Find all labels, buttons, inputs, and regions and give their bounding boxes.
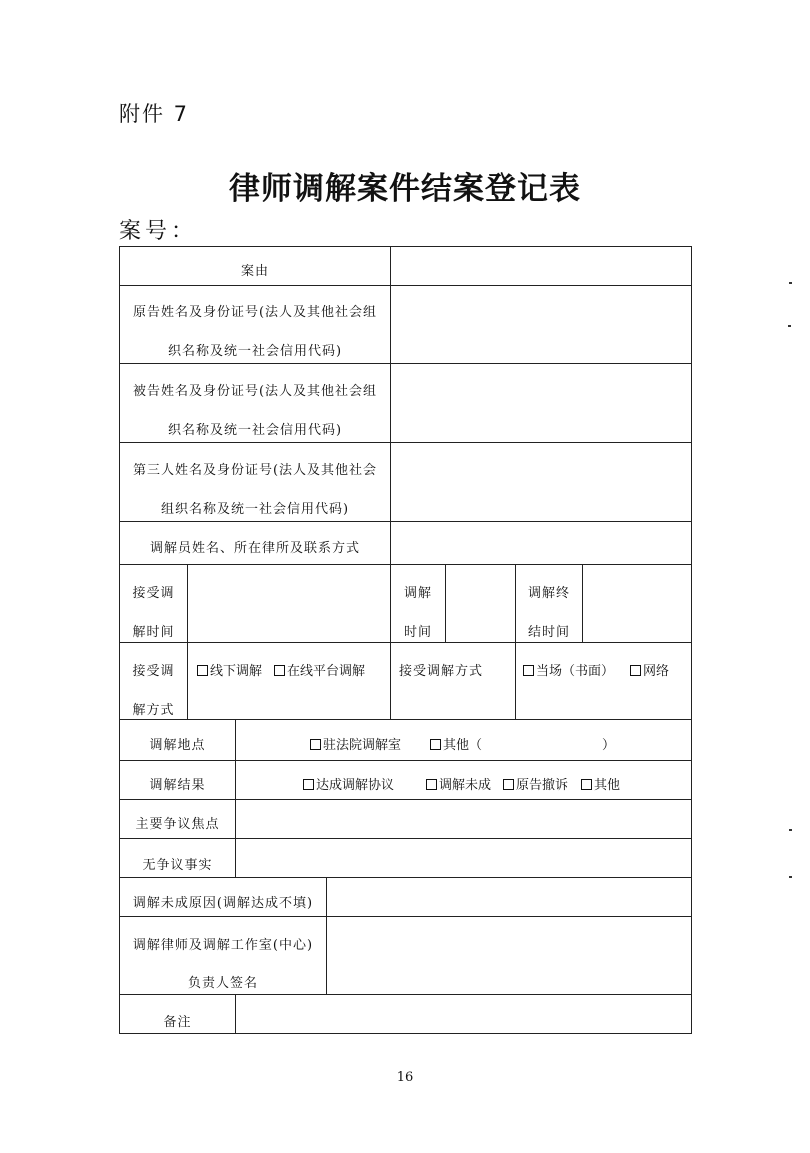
place-label-cell: [119, 719, 236, 761]
remarks-field[interactable]: [235, 994, 692, 1034]
undisputed-field[interactable]: [235, 838, 692, 878]
mode-network-label: 网络: [643, 664, 670, 679]
accept-time-field[interactable]: [187, 564, 391, 643]
result-other-label: 其他: [594, 778, 621, 793]
mode-online-option[interactable]: [274, 660, 365, 679]
result-agree-label: 达成调解协议: [316, 778, 395, 793]
third-party-field[interactable]: [390, 442, 692, 522]
defendant-field[interactable]: [390, 363, 692, 443]
checkbox-icon[interactable]: [426, 779, 437, 790]
accept-mode-label-cell: [119, 642, 188, 720]
result-label: 调解结果: [149, 778, 206, 793]
mediation-time-field[interactable]: [445, 564, 516, 643]
third-party-label-cell: [119, 442, 391, 522]
plaintiff-label-cell: [119, 285, 391, 364]
scan-speck: [789, 876, 792, 878]
accept-time-label-line2: 解时间: [132, 625, 175, 640]
remarks-label: 备注: [163, 1015, 192, 1030]
result-withdraw-label: 原告撤诉: [516, 778, 569, 793]
place-other-option[interactable]: [430, 734, 482, 753]
scan-speck: [789, 829, 792, 831]
dispute-focus-label: 主要争议焦点: [135, 817, 220, 832]
third-party-label-line2: 组织名称及统一社会信用代码): [160, 502, 350, 517]
page-title: 律师调解案件结案登记表: [229, 171, 581, 207]
remarks-label-cell: [119, 994, 236, 1034]
mode-online-label: 在线平台调解: [287, 664, 366, 679]
case-cause-field[interactable]: [390, 246, 692, 286]
place-other-label: 其他（: [443, 738, 483, 753]
signature-field[interactable]: [326, 916, 692, 995]
checkbox-icon[interactable]: [274, 665, 285, 676]
end-time-label-line1: 调解终: [527, 586, 570, 601]
result-fail-option[interactable]: [426, 774, 491, 793]
result-agree-option[interactable]: [303, 774, 394, 793]
plaintiff-label-line2: 织名称及统一社会信用代码): [167, 344, 343, 359]
place-options-cell: [235, 719, 692, 761]
place-court-option[interactable]: [310, 734, 401, 753]
signature-label-line2: 负责人签名: [187, 976, 258, 991]
third-party-label-line1: 第三人姓名及身份证号(法人及其他社会: [132, 463, 378, 478]
undisputed-label-cell: [119, 838, 236, 878]
signature-label-cell: [119, 916, 327, 995]
mediator-label: 调解员姓名、所在律所及联系方式: [149, 541, 360, 556]
result-other-option[interactable]: [581, 774, 620, 793]
checkbox-icon[interactable]: [303, 779, 314, 790]
signature-label-line1: 调解律师及调解工作室(中心): [132, 938, 314, 953]
result-options-cell: [235, 760, 692, 800]
end-time-label-line2: 结时间: [527, 625, 570, 640]
result-fail-label: 调解未成: [439, 778, 492, 793]
result-label-cell: [119, 760, 236, 800]
plaintiff-field[interactable]: [390, 285, 692, 364]
scan-speck: [789, 282, 792, 284]
mediation-time-label-cell: [390, 564, 446, 643]
fail-reason-label-cell: [119, 877, 327, 917]
accept-mode-options-cell: [187, 642, 391, 720]
accept-time-label-line1: 接受调: [132, 586, 175, 601]
dispute-focus-label-cell: [119, 799, 236, 839]
undisputed-label: 无争议事实: [142, 858, 213, 873]
result-withdraw-option[interactable]: [503, 774, 568, 793]
end-time-field[interactable]: [582, 564, 692, 643]
page-number: 16: [396, 1070, 414, 1085]
accept-med-mode-label: 接受调解方式: [399, 664, 484, 679]
checkbox-icon[interactable]: [630, 665, 641, 676]
attachment-label: 附件 7: [119, 102, 190, 126]
accept-time-label-cell: [119, 564, 188, 643]
scan-speck: [788, 325, 791, 327]
dispute-focus-field[interactable]: [235, 799, 692, 839]
mode-onsite-option[interactable]: [523, 660, 614, 679]
checkbox-icon[interactable]: [581, 779, 592, 790]
defendant-label-line2: 织名称及统一社会信用代码): [167, 423, 343, 438]
end-time-label-cell: [515, 564, 583, 643]
place-court-label: 驻法院调解室: [323, 738, 402, 753]
mode-offline-label: 线下调解: [210, 664, 263, 679]
mode-offline-option[interactable]: [197, 660, 262, 679]
fail-reason-field[interactable]: [326, 877, 692, 917]
accept-mode-label-line2: 解方式: [132, 703, 175, 718]
checkbox-icon[interactable]: [197, 665, 208, 676]
accept-med-mode-options-cell: [515, 642, 692, 720]
case-cause-label-cell: [119, 246, 391, 286]
checkbox-icon[interactable]: [503, 779, 514, 790]
fail-reason-label: 调解未成原因(调解达成不填): [132, 896, 314, 911]
checkbox-icon[interactable]: [430, 739, 441, 750]
accept-mode-label-line1: 接受调: [132, 664, 175, 679]
mode-onsite-label: 当场（书面）: [536, 664, 615, 679]
mediation-time-label-line2: 时间: [403, 625, 432, 640]
defendant-label-cell: [119, 363, 391, 443]
mediation-time-label-line1: 调解: [403, 586, 432, 601]
case-number-label: 案号：: [119, 219, 198, 244]
checkbox-icon[interactable]: [523, 665, 534, 676]
case-cause-label: 案由: [240, 264, 269, 279]
mediator-label-cell: [119, 521, 391, 565]
place-other-close: ）: [602, 738, 616, 753]
defendant-label-line1: 被告姓名及身份证号(法人及其他社会组: [132, 384, 378, 399]
mode-network-option[interactable]: [630, 660, 669, 679]
accept-med-mode-label-cell: [390, 642, 516, 720]
plaintiff-label-line1: 原告姓名及身份证号(法人及其他社会组: [132, 305, 378, 320]
mediator-field[interactable]: [390, 521, 692, 565]
checkbox-icon[interactable]: [310, 739, 321, 750]
place-label: 调解地点: [149, 738, 206, 753]
